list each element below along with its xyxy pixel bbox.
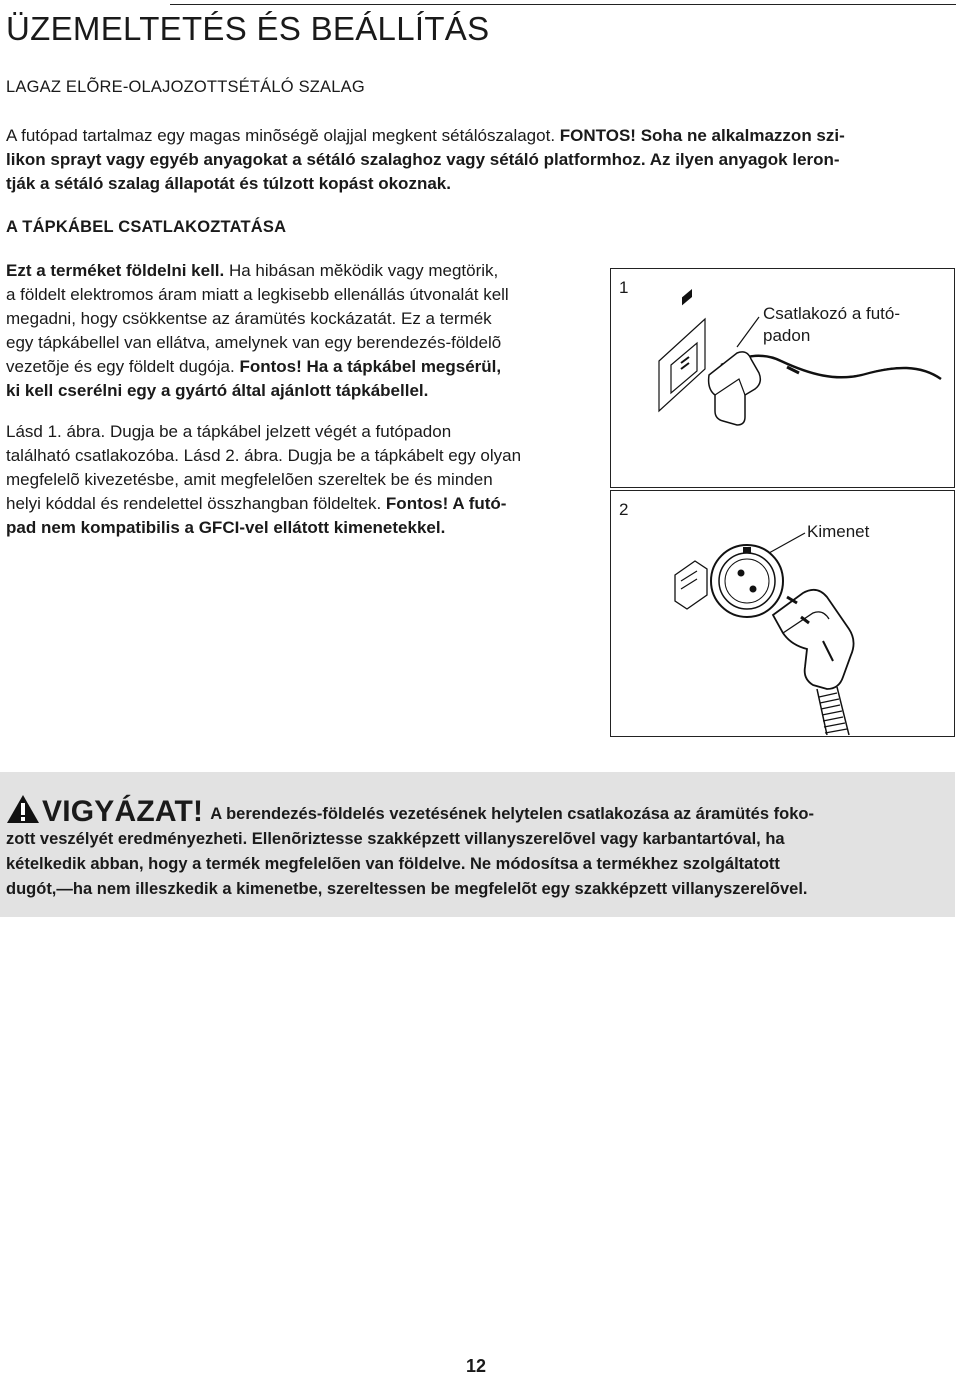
plug-important: Fontos!: [381, 494, 449, 513]
figure-2-box: [610, 490, 955, 737]
warning-line-3: kételkedik abban, hogy a termék megfelelõen van földelve. Ne módosítsa a termékhez szolgáltatott: [6, 855, 780, 873]
ground-line-5c: Ha a tápkábel megsérül,: [301, 357, 502, 376]
ground-line-4: egy tápkábellel van ellátva, amelynek van egy berendezés-földelõ: [6, 333, 502, 352]
warning-text: [6, 794, 941, 902]
page-number: 12: [466, 1356, 487, 1376]
warning-line-4: dugót,—ha nem illeszkedik a kimenetbe, szereltessen be megfelelõt egy szakképzett villanyszerelõvel.: [6, 880, 808, 898]
ground-important: Fontos!: [234, 357, 302, 376]
ground-text-1: Ha hibásan mĕködik vagy megtörik,: [224, 261, 499, 280]
ground-line-3a: megadni, hogy csökkentse az áramütés kockázatát.: [6, 309, 397, 328]
belt-line-2: [6, 148, 840, 172]
ground-line-3: [6, 307, 492, 331]
page-title: ÜZEMELTETÉS ÉS BEÁLLÍTÁS: [6, 10, 490, 47]
wall-outlet-plug-illustration: [611, 491, 954, 736]
figure-1-box: [610, 268, 955, 488]
figure-1-number: 1: [619, 278, 629, 297]
plug-line-2: található csatlakozóba. Lásd 2. ábra. Dugja be a tápkábelt egy olyan: [6, 446, 522, 465]
figure-1-caption-line-2: padon: [763, 326, 811, 345]
section-heading-power-cord: A TÁPKÁBEL CSATLAKOZTATÁSA: [6, 218, 287, 236]
plug-line-4a: helyi kóddal és rendelettel összhangban földeltek.: [6, 494, 382, 513]
figure-1-caption-line-1: Csatlakozó a futó-: [763, 304, 901, 323]
warning-triangle-icon: [6, 794, 40, 824]
plug-line-4c: A futó-: [448, 494, 507, 513]
ground-line-5: [6, 355, 501, 379]
figure-2-number: 2: [619, 500, 629, 519]
warning-line-2: zott veszélyét eredményezheti. Ellenõriztesse szakképzett villanyszerelõvel vagy karbantartóval, ha: [6, 830, 785, 848]
ground-line-6: ki kell cserélni egy a gyártó által ajánlott tápkábellel.: [6, 381, 429, 400]
plug-line-1: Lásd 1. ábra. Dugja be a tápkábel jelzett végét a futópadon: [6, 422, 452, 441]
ground-line-3b: Ez a termék: [396, 309, 492, 328]
belt-line-2a: likon sprayt vagy egyéb anyagokat a sétáló szalaghoz vagy sétáló platformhoz.: [6, 150, 646, 169]
belt-warning: Soha ne alkalmazzon szi-: [640, 126, 845, 145]
plug-line-4: [6, 492, 506, 516]
figure-2-caption: Kimenet: [807, 522, 870, 541]
plug-line-3: megfelelõ kivezetésbe, amit megfelelõen szereltek be és minden: [6, 470, 493, 489]
ground-line-1: [6, 259, 498, 283]
belt-line-3: tják a sétáló szalag állapotát és túlzott kopást okoznak.: [6, 174, 451, 193]
belt-line-2b: Az ilyen anyagok leron-: [649, 150, 840, 169]
treadmill-socket-illustration: [611, 269, 954, 487]
section-heading-belt: LAGAZ ELÕRE-OLAJOZOTTSÉTÁLÓ SZALAG: [6, 78, 365, 96]
belt-text: A futópad tartalmaz egy magas minõségě olajjal megkent sétálószalagot.: [6, 126, 556, 145]
warning-line-1: A berendezés-földelés vezetésének helytelen csatlakozása az áramütés foko-: [206, 805, 814, 823]
warning-box: [0, 772, 955, 917]
ground-line-2: a földelt elektromos áram miatt a legkisebb ellenállás útvonalát kell: [6, 285, 509, 304]
warning-label: VIGYÁZAT!: [42, 795, 204, 828]
top-rule: [170, 4, 956, 5]
belt-important: FONTOS!: [559, 126, 636, 145]
ground-bold-1: Ezt a terméket földelni kell.: [6, 261, 225, 280]
plug-line-5: pad nem kompatibilis a GFCI-vel ellátott kimenetekkel.: [6, 518, 446, 537]
belt-line-1: [6, 124, 845, 148]
ground-line-5a: vezetõje és egy földelt dugója.: [6, 357, 235, 376]
